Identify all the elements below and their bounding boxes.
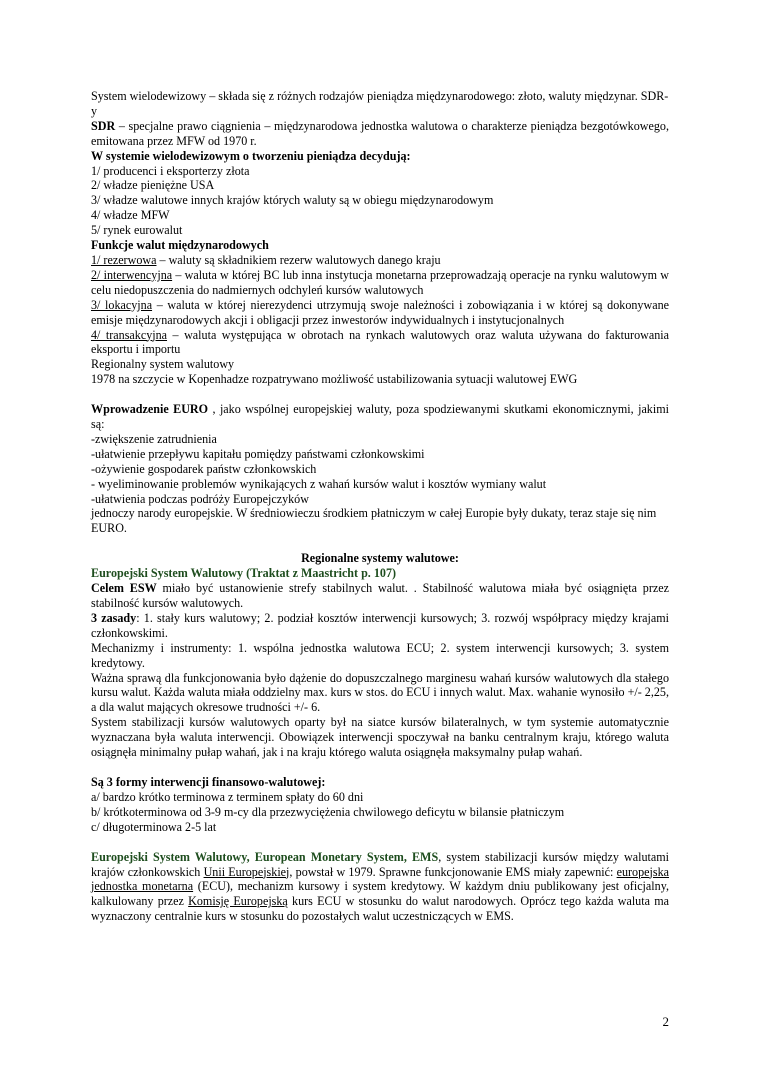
copenhagen-line: 1978 na szczycie w Kopenhadze rozpatrywano możliwość ustabilizowania sytuacji walutowej EWG — [91, 372, 578, 387]
ems-text: (ECU), mechanizm kursowy i system kredytowy. W każdym dniu publikowany jest oficjalny, kalkulowany przez — [91, 879, 669, 909]
function-text: – waluta w której BC lub inna instytucja monetarna przeprowadzają operacje na rynku walutowym w celu niedopuszczenia do nadmiernych odchyleń kursów walutowych — [91, 267, 669, 297]
principles-text: : 1. stały kurs walutowy; 2. podział kosztów interwencji kursowych; 3. rozwój współpracy między krajami członkowskimi. — [91, 610, 669, 640]
document-page — [91, 89, 669, 924]
principles-term: 3 zasady — [91, 610, 137, 625]
list-item: -ułatwienia podczas podróży Europejczyków — [91, 491, 309, 506]
ems-text: , powstał w 1979. Sprawne funkcjonowanie EMS miały zapewnić: — [289, 864, 617, 879]
list-item: 2/ władze pieniężne USA — [91, 178, 215, 193]
function-text: – waluty są składnikiem rezerw walutowych danego kraju — [156, 252, 441, 267]
functions-heading — [91, 238, 669, 253]
mechanisms: Mechanizmy i instrumenty: 1. wspólna jednostka walutowa ECU; 2. system interwencji kursowych; 3. system kredytowy. — [91, 640, 669, 670]
decide-heading — [91, 149, 669, 164]
principles — [91, 611, 669, 641]
sdr-text: – specjalne prawo ciągnienia – międzynarodowa jednostka walutowa o charakterze pieniądza bezgotówkowego, emitowana przez MFW od 1970 r. — [91, 118, 669, 148]
intro-paragraph: System wielodewizowy – składa się z różnych rodzajów pieniądza międzynarodowego: złoto, waluty międzynar. SDR-y — [91, 89, 669, 118]
euro-text: , jako wspólnej europejskiej waluty, poza spodziewanymi skutkami ekonomicznymi, jakimi są: — [91, 402, 669, 432]
ems-text: , system stabilizacji kursów między walutami krajów członkowskich — [91, 849, 670, 879]
important-paragraph: Ważna sprawą dla funkcjonowania było dążenie do dopuszczalnego marginesu wahań kursów walutowych dla stałego kursu walut. Każda waluta miała oddzielny max. kurs w stos. do ECU i innych walut. Max. wahanie wynosiło +/- 2,25, a dla walut mających okresowe trudności +/- 6. — [91, 670, 669, 715]
commission-link[interactable]: Komisję Europejską — [188, 894, 288, 909]
function-term: 3/ lokacyjna — [91, 297, 153, 312]
function-text: – waluta w której nierezydenci utrzymują swoje należności i zobowiązania i w której są dokonywane emisje międzynarodowych akcji i obligacji przez inwestorów indywidualnych i instytucjonalnych — [91, 297, 669, 327]
function-item — [91, 268, 669, 298]
forms-heading — [91, 775, 669, 790]
page-number: 2 — [662, 1014, 669, 1029]
list-item: c/ długoterminowa 2-5 lat — [91, 819, 217, 834]
list-item: -zwiększenie zatrudnienia — [91, 431, 217, 446]
list-item: -ożywienie gospodarek państw członkowskich — [91, 461, 317, 476]
forms-heading-text: Są 3 formy interwencji finansowo-walutowej: — [91, 774, 326, 789]
stabilization-paragraph: System stabilizacji kursów walutowych oparty był na siatce kursów bilateralnych, w tym systemie automatycznie wyznaczana była waluta interwencji. Obowiązek interwencji spoczywał na banku centralnym kraju, którego waluta osiągnęła minimalny pułap wahań, jak i na kraju którego waluta osiągnęła maksymalny pułap wahań. — [91, 715, 669, 760]
function-item — [91, 298, 669, 328]
esw-goal-text: miało być ustanowienie strefy stabilnych walut. . Stabilność walutowa miała być osiągnięta przez stabilność kursów walutowych. — [91, 581, 669, 610]
list-item: 3/ władze walutowe innych krajów których waluty są w obiegu międzynarodowym — [91, 193, 494, 208]
euro-term: Wprowadzenie EURO — [91, 402, 209, 417]
function-term: 2/ interwencyjna — [91, 267, 173, 282]
euro-paragraph — [91, 402, 669, 432]
esw-title: Europejski System Walutowy (Traktat z Maastricht p. 107) — [91, 566, 397, 581]
functions-heading-text: Funkcje walut międzynarodowych — [91, 238, 269, 253]
list-item: 4/ władze MFW — [91, 208, 170, 223]
esw-goal — [91, 581, 669, 611]
function-item — [91, 253, 669, 268]
euro-end: jednoczy narody europejskie. W średniowieczu środkiem płatniczym w całej Europie były dukaty, teraz staje się nim EURO. — [91, 506, 657, 536]
list-item: 5/ rynek eurowalut — [91, 223, 183, 238]
sdr-term: SDR — [91, 118, 116, 133]
list-item: - wyeliminowanie problemów wynikających z wahań kursów walut i kosztów wymiany walut — [91, 476, 547, 491]
list-item: b/ krótkoterminowa od 3-9 m-cy dla przezwyciężenia chwilowego deficytu w bilansie płatniczym — [91, 804, 565, 819]
list-item: -ułatwienie przepływu kapitału pomiędzy państwami członkowskimi — [91, 446, 425, 461]
regional-line: Regionalny system walutowy — [91, 357, 235, 372]
list-item: 1/ producenci i eksporterzy złota — [91, 163, 250, 178]
list-item: a/ bardzo krótko terminowa z terminem spłaty do 60 dni — [91, 789, 364, 804]
function-text: – waluta występująca w obrotach na rynkach walutowych oraz waluta używana do fakturowania eksportu i importu — [91, 327, 670, 357]
eu-link[interactable]: Unii Europejskiej — [203, 864, 290, 879]
function-term: 4/ transakcyjna — [91, 327, 168, 342]
sdr-paragraph — [91, 119, 669, 149]
decide-heading-text: W systemie wielodewizowym o tworzeniu pieniądza decydują: — [91, 148, 411, 163]
ems-text: kurs ECU w stosunku do walut narodowych. Oprócz tego każda waluta ma wyznaczony centralnie kurs w stosunku do pozostałych walut uczestniczących w EMS. — [91, 894, 669, 924]
ems-term: Europejski System Walutowy, European Monetary System, EMS — [91, 849, 439, 864]
ems-paragraph — [91, 850, 669, 925]
function-term: 1/ rezerwowa — [91, 252, 157, 267]
regional-title-text: Regionalne systemy walutowe: — [301, 551, 459, 566]
function-item — [91, 328, 669, 358]
regional-title — [91, 551, 669, 566]
ecu-link[interactable]: europejska jednostka monetarna — [91, 864, 669, 894]
esw-goal-term: Celem ESW — [91, 581, 157, 596]
